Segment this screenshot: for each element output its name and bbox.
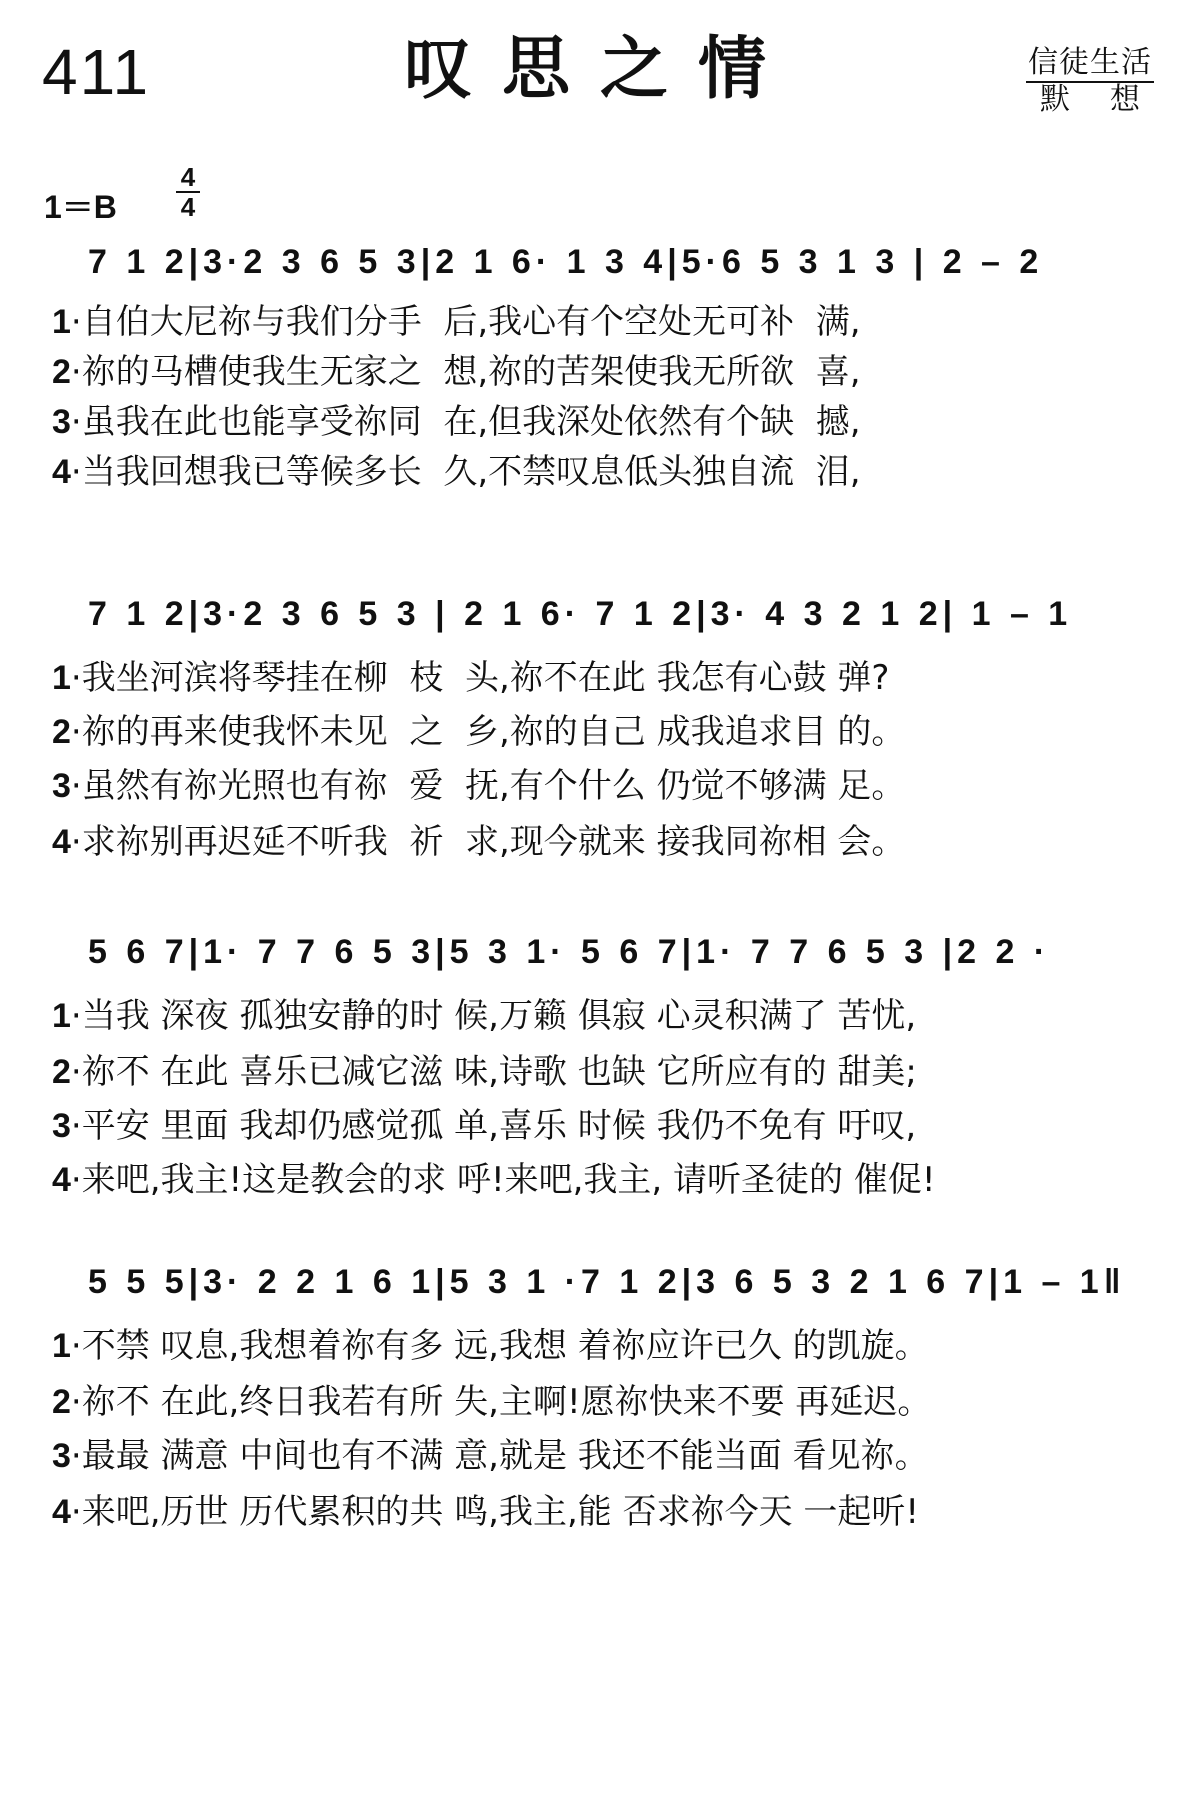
lyric-line: 4·当我回想我已等候多长 久,不禁叹息低头独自流 泪,: [52, 452, 861, 492]
lyric-line: 1·不禁 叹息,我想着祢有多 远,我想 着祢应许已久 的凯旋。: [52, 1326, 929, 1366]
lyric-line: 2·祢的再来使我怀未见 之 乡,祢的自己 成我追求目 的。: [52, 712, 906, 752]
lyric-line: 3·虽我在此也能享受祢同 在,但我深处依然有个缺 撼,: [52, 402, 861, 442]
lyric-line: 1·我坐河滨将琴挂在柳 枝 头,祢不在此 我怎有心鼓 弹?: [52, 658, 890, 698]
lyric-line: 2·祢的马槽使我生无家之 想,祢的苦架使我无所欲 喜,: [52, 352, 861, 392]
lyric-line: 3·虽然有祢光照也有祢 爱 抚,有个什么 仍觉不够满 足。: [52, 766, 906, 806]
lyric-line: 4·求祢别再迟延不听我 祈 求,现今就来 接我同祢相 会。: [52, 822, 906, 862]
hymn-number: 411: [42, 36, 151, 108]
category-block: [1026, 45, 1180, 117]
lyric-line: 2·祢不 在此 喜乐已减它滋 味,诗歌 也缺 它所应有的 甜美;: [52, 1052, 917, 1092]
lyric-line: 1·当我 深夜 孤独安静的时 候,万籁 俱寂 心灵积满了 苦忧,: [52, 996, 917, 1036]
hymn-title: 叹思之情: [403, 30, 796, 109]
notation-line-4: 5 5 5|3· 2 2 1 6 1|5 3 1 ·7 1 2|3 6 5 3 2 1 6 7|1 – 1‖: [88, 1263, 1126, 1301]
lyric-line: 1·自伯大尼祢与我们分手 后,我心有个空处无可补 满,: [52, 302, 861, 342]
lyric-line: 4·来吧,历世 历代累积的共 鸣,我主,能 否求祢今天 一起听!: [52, 1492, 920, 1532]
category: 信徒生活: [1026, 46, 1154, 83]
subcategory: 默想: [1040, 82, 1180, 117]
notation-line-3: 5 6 7|1· 7 7 6 5 3|5 3 1· 5 6 7|1· 7 7 6 5 3 |2 2 ·: [88, 933, 1051, 971]
lyric-line: 3·平安 里面 我却仍感觉孤 单,喜乐 时候 我仍不免有 吁叹,: [52, 1106, 917, 1146]
time-signature-bottom: 4: [180, 192, 196, 222]
lyric-line: 3·最最 满意 中间也有不满 意,就是 我还不能当面 看见祢。: [52, 1436, 929, 1476]
time-signature-top: 4: [180, 162, 196, 192]
lyric-line: 2·祢不 在此,终日我若有所 失,主啊!愿祢快来不要 再延迟。: [52, 1382, 932, 1422]
key-signature: 1＝B: [44, 189, 117, 225]
time-signature: [176, 164, 200, 220]
notation-line-2: 7 1 2|3·2 3 6 5 3 | 2 1 6· 7 1 2|3· 4 3 2 1 2| 1 – 1: [88, 595, 1073, 633]
notation-line-1: 7 1 2|3·2 3 6 5 3|2 1 6· 1 3 4|5·6 5 3 1 3 | 2 – 2: [88, 243, 1044, 281]
lyric-line: 4·来吧,我主!这是教会的求 呼!来吧,我主, 请听圣徒的 催促!: [52, 1160, 936, 1200]
